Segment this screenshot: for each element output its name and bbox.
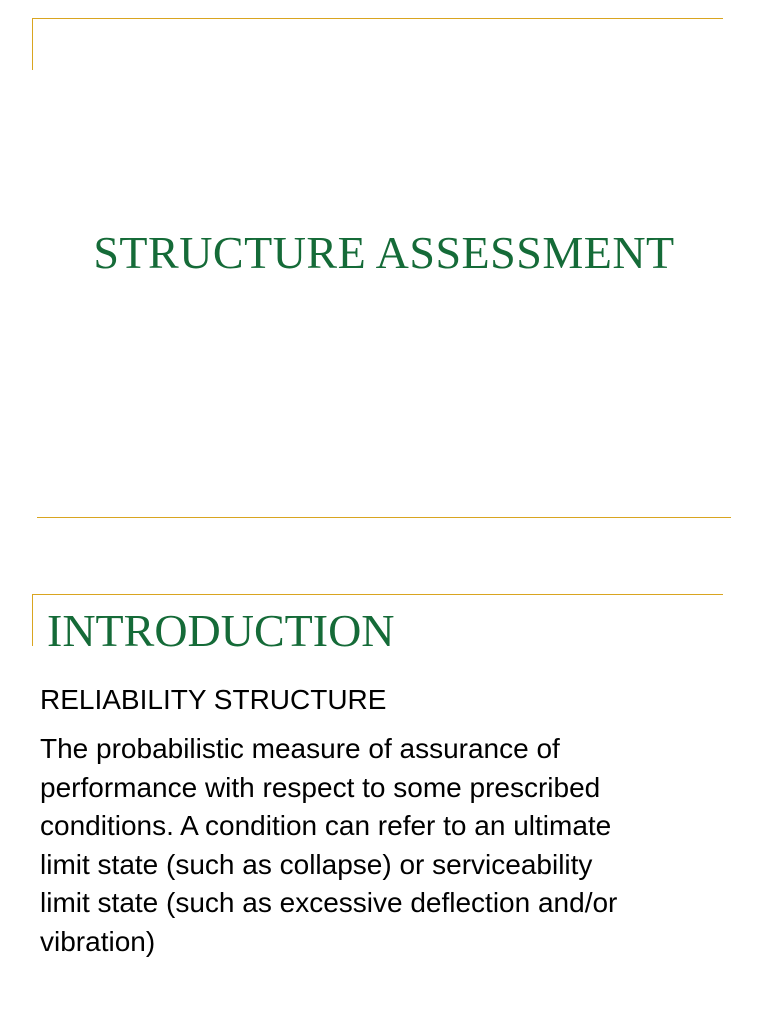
body-line: conditions. A condition can refer to an ultimate	[40, 810, 612, 841]
slide-2-subtitle: RELIABILITY STRUCTURE	[40, 684, 387, 715]
body-line: limit state (such as excessive deflection and/or	[40, 887, 618, 918]
body-line: The probabilistic measure of assurance of	[40, 733, 560, 764]
slide-2-body	[40, 730, 740, 961]
slide-1-title: STRUCTURE ASSESSMENT	[93, 227, 675, 278]
slide-2-title: INTRODUCTION	[47, 605, 395, 656]
slide-2-top-rule	[32, 594, 723, 595]
slide-1-top-rule	[32, 18, 723, 19]
body-line: limit state (such as collapse) or serviceability	[40, 848, 593, 880]
body-line: performance with respect to some prescribed	[40, 771, 601, 803]
body-line: vibration)	[40, 925, 156, 957]
slide-divider-rule	[37, 517, 731, 518]
slide-1-left-rule	[32, 18, 33, 70]
slide-2-left-rule	[32, 594, 33, 646]
